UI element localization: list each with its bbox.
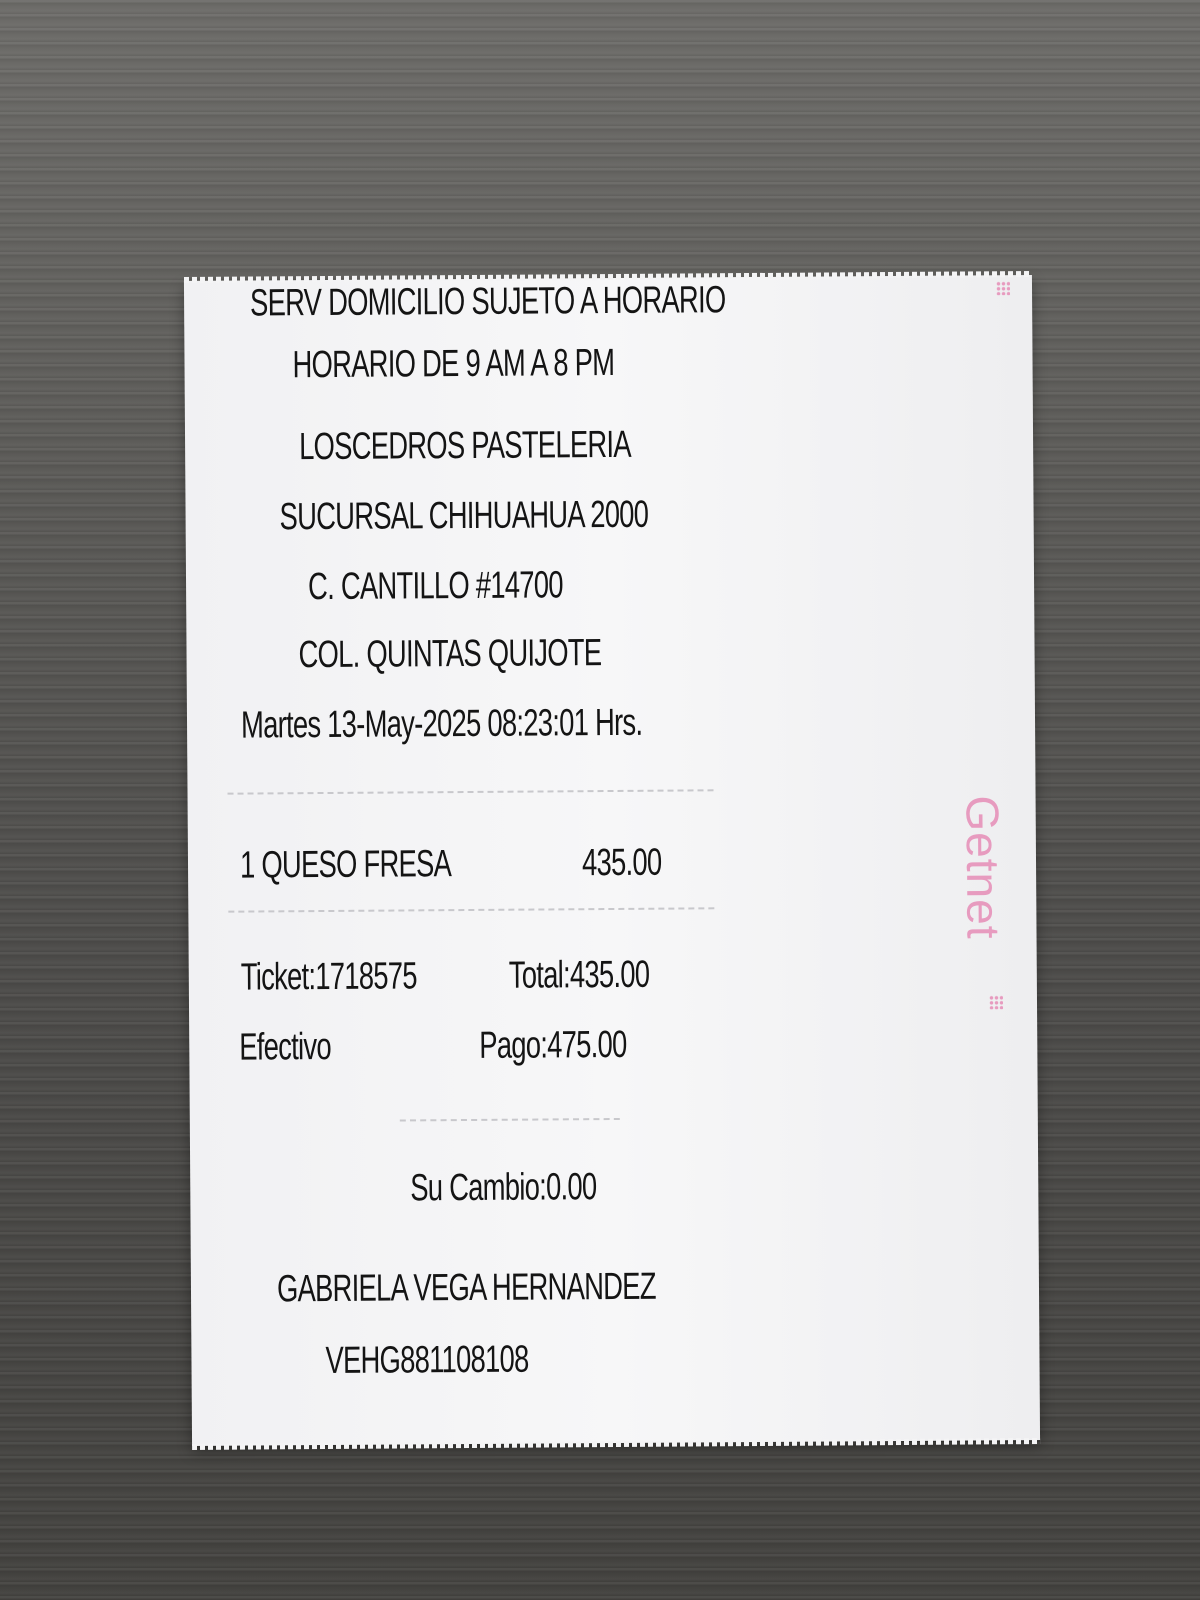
item-amount: 435.00 (581, 841, 662, 885)
payment-method: Efectivo (239, 1025, 332, 1069)
getnet-logo: Getnet (956, 795, 1010, 940)
receipt (184, 275, 1040, 1446)
datetime: Martes 13-May-2025 08:23:01 Hrs. (240, 701, 643, 747)
street-address: C. CANTILLO #14700 (307, 564, 563, 609)
brand-dots-top (996, 281, 1010, 295)
divider (228, 789, 714, 794)
change-amount: Su Cambio:0.00 (410, 1166, 597, 1210)
total-amount: Total:435.00 (508, 953, 650, 997)
header-service: SERV DOMICILIO SUJETO A HORARIO (249, 279, 726, 325)
branch: SUCURSAL CHIHUAHUA 2000 (279, 493, 649, 539)
neighborhood: COL. QUINTAS QUIJOTE (298, 632, 602, 677)
cashier-id: VEHG881108108 (325, 1338, 529, 1383)
payment-amount: Pago:475.00 (479, 1023, 627, 1067)
item-description: 1 QUESO FRESA (239, 843, 452, 887)
brand-dots-logo (989, 995, 1003, 1009)
ticket-number: Ticket:1718575 (240, 955, 417, 999)
header-hours: HORARIO DE 9 AM A 8 PM (292, 341, 615, 387)
cashier-name: GABRIELA VEGA HERNANDEZ (276, 1265, 656, 1311)
divider (400, 1118, 620, 1122)
divider (228, 907, 714, 912)
business-name: LOSCEDROS PASTELERIA (298, 423, 632, 469)
